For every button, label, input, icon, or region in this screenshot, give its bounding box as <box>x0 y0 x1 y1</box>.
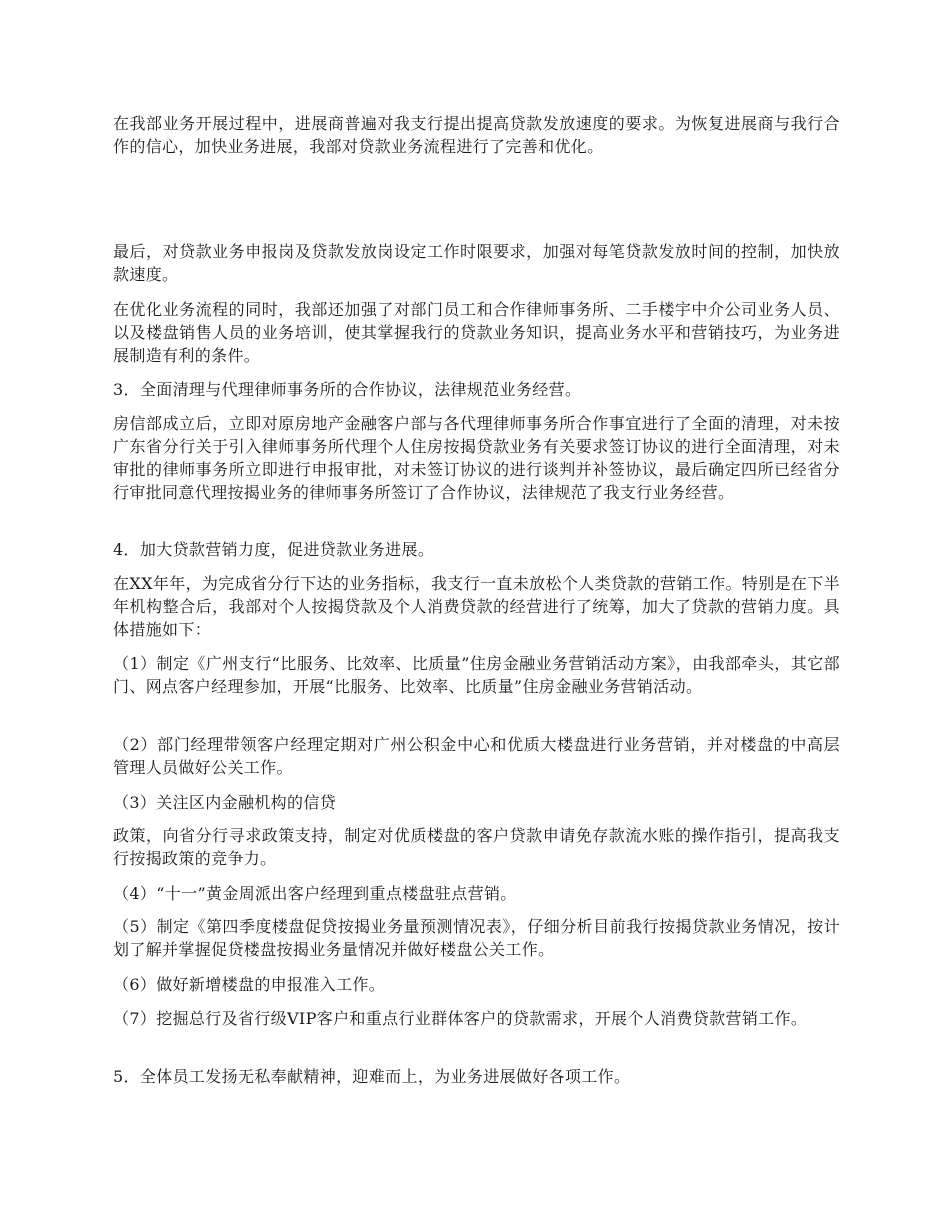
list-item-6: （6）做好新增楼盘的申报准入工作。 <box>113 975 386 994</box>
paragraph-marketing-overview: 在XX年年，为完成省分行下达的业务指标，我支行一直未放松个人类贷款的营销工作。特别是在下半年机构整合后，我部对个人按揭贷款及个人消费贷款的经营进行了统筹，加大了贷款的营销力度。具体措施如下： <box>113 574 840 639</box>
paragraph-intro: 在我部业务开展过程中，进展商普遍对我支行提出提高贷款发放速度的要求。为恢复进展商与我行合作的信心，加快业务进展，我部对贷款业务流程进行了完善和优化。 <box>113 114 840 156</box>
list-item-3: （3）关注区内金融机构的信贷 <box>113 793 337 812</box>
list-item-7: （7）挖掘总行及省行级VIP客户和重点行业群体客户的贷款需求，开展个人消费贷款营销工作。 <box>113 1009 808 1028</box>
list-item-2: （2）部门经理带领客户经理定期对广州公积金中心和优质大楼盘进行业务营销，并对楼盘的中高层管理人员做好公关工作。 <box>113 735 840 777</box>
heading-item-5: 5．全体员工发扬无私奉献精神，迎难而上，为业务进展做好各项工作。 <box>113 1067 631 1086</box>
paragraph-law-firm-cleanup: 房信部成立后，立即对原房地产金融客户部与各代理律师事务所合作事宜进行了全面的清理，对未按广东省分行关于引入律师事务所代理个人住房按揭贷款业务有关要求签订协议的进行全面清理，对未审批的律师事务所立即进行申报审批，对未签订协议的进行谈判并补签协议，最后确定四所已经省分行审批同意代理按揭业务的律师事务所签订了合作协议，法律规范了我支行业务经营。 <box>113 414 840 502</box>
paragraph-training: 在优化业务流程的同时，我部还加强了对部门员工和合作律师事务所、二手楼宇中介公司业务人员、以及楼盘销售人员的业务培训，使其掌握我行的贷款业务知识，提高业务水平和营销技巧，为业务进展制造有利的条件。 <box>113 300 840 365</box>
list-item-1: （1）制定《广州支行“比服务、比效率、比质量”住房金融业务营销活动方案》，由我部牵头，其它部门、网点客户经理参加，开展“比服务、比效率、比质量”住房金融业务营销活动。 <box>113 654 840 696</box>
heading-item-3: 3．全面清理与代理律师事务所的合作协议，法律规范业务经营。 <box>113 380 582 399</box>
heading-item-4: 4．加大贷款营销力度，促进贷款业务进展。 <box>113 540 435 559</box>
list-item-5: （5）制定《第四季度楼盘促贷按揭业务量预测情况表》，仔细分析目前我行按揭贷款业务情况，按计划了解并掌握促贷楼盘按揭业务量情况并做好楼盘公关工作。 <box>113 917 840 959</box>
paragraph-time-limit: 最后，对贷款业务申报岗及贷款发放岗设定工作时限要求，加强对每笔贷款发放时间的控制，加快放款速度。 <box>113 242 840 284</box>
list-item-4: （4）“十一”黄金周派出客户经理到重点楼盘驻点营销。 <box>113 884 517 903</box>
paragraph-policy: 政策，向省分行寻求政策支持，制定对优质楼盘的客户贷款申请免存款流水账的操作指引，提高我支行按揭政策的竞争力。 <box>113 826 840 868</box>
